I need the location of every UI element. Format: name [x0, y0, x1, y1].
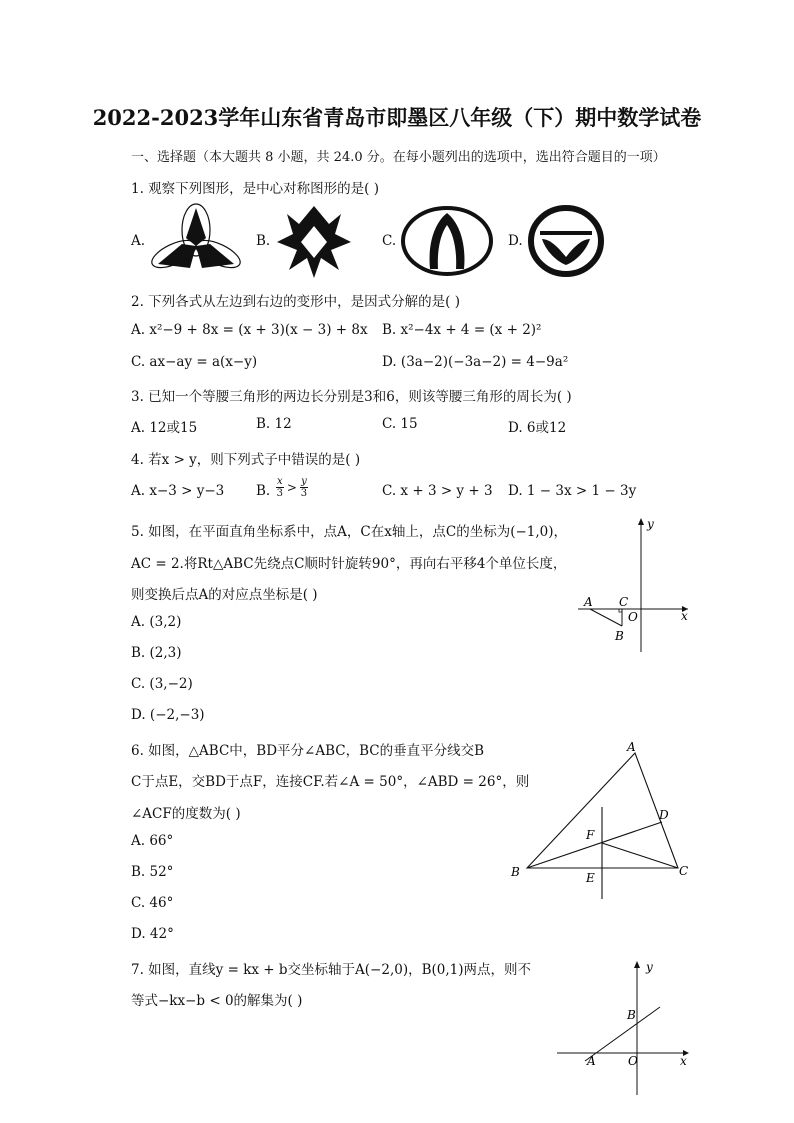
q6-label-e: E	[586, 871, 595, 885]
q6-line-1: 6. 如图，△ABC中，BD平分∠ABC，BC的垂直平分线交B	[131, 743, 485, 759]
q6-option-c: C. 46°	[131, 895, 174, 911]
q5-line-3: 则变换后点A的对应点坐标是( )	[131, 587, 318, 603]
q3-option-d: D. 6或12	[508, 420, 567, 436]
q5-label-o: O	[628, 610, 638, 624]
q5-option-c: C. (3,−2)	[131, 676, 193, 692]
q3-option-b: B. 12	[256, 416, 292, 432]
q6-label-c: C	[679, 864, 689, 878]
q6-option-a: A. 66°	[131, 833, 174, 849]
q1-figure-c-icon	[400, 205, 494, 277]
q4-option-b-fraction: $\frac{x}{3}$ > $\frac{y}{3}$	[276, 476, 308, 499]
q6-segment-cf	[602, 843, 678, 868]
q2-stem: 2. 下列各式从左边到右边的变形中，是因式分解的是( )	[131, 294, 460, 310]
q4-option-d: D. 1 − 3x > 1 − 3y	[508, 483, 637, 499]
q1-figure-b-icon	[275, 204, 353, 280]
q4-stem: 4. 若x > y，则下列式子中错误的是( )	[131, 452, 361, 468]
q2-option-b: B. x²−4x + 4 = (x + 2)²	[382, 322, 542, 338]
q7-label-x: x	[680, 1054, 687, 1068]
q7-coordinate-figure	[555, 957, 695, 1097]
q5-label-y: y	[647, 517, 654, 531]
q1-stem: 1. 观察下列图形，是中心对称图形的是( )	[131, 181, 379, 197]
q7-line-2: 等式−kx−b < 0的解集为( )	[131, 993, 303, 1009]
q7-label-a: A	[587, 1054, 596, 1068]
q5-line-1: 5. 如图，在平面直角坐标系中，点A，C在x轴上，点C的坐标为(−1,0)，	[131, 524, 568, 540]
q7-label-o: O	[628, 1054, 638, 1068]
q6-label-d: D	[659, 808, 669, 822]
q4-option-b: B.	[256, 483, 271, 499]
q6-label-f: F	[586, 828, 595, 842]
q3-stem: 3. 已知一个等腰三角形的两边长分别是3和6，则该等腰三角形的周长为( )	[131, 389, 572, 405]
q5-line-2: AC = 2.将Rt△ABC先绕点C顺时针旋转90°，再向右平移4个单位长度，	[131, 556, 567, 572]
q1-option-a: A.	[131, 233, 146, 249]
q7-label-b: B	[627, 1008, 636, 1022]
q1-option-d: D.	[508, 233, 523, 249]
q5-label-c: C	[619, 595, 629, 609]
q5-option-a: A. (3,2)	[131, 614, 182, 630]
q6-triangle-figure	[505, 735, 700, 905]
q6-option-b: B. 52°	[131, 864, 174, 880]
q6-label-a: A	[627, 740, 636, 754]
q7-label-y: y	[646, 960, 653, 974]
q1-figure-d-icon	[528, 205, 604, 277]
q3-option-c: C. 15	[382, 416, 418, 432]
q2-option-d: D. (3a−2)(−3a−2) = 4−9a²	[382, 354, 569, 370]
q2-option-a: A. x²−9 + 8x = (x + 3)(x − 3) + 8x	[131, 322, 368, 338]
q6-segment-bd	[527, 822, 662, 868]
section-heading: 一、选择题（本大题共 8 小题，共 24.0 分。在每小题列出的选项中，选出符合题目的一项）	[131, 150, 666, 165]
q1-figure-a-icon	[150, 202, 242, 278]
page-title: 2022-2023学年山东省青岛市即墨区八年级（下）期中数学试卷	[92, 105, 702, 130]
q5-option-b: B. (2,3)	[131, 645, 182, 661]
q4-option-c: C. x + 3 > y + 3	[382, 483, 493, 499]
q6-line-3: ∠ACF的度数为( )	[131, 806, 241, 822]
q5-option-d: D. (−2,−3)	[131, 707, 205, 723]
q1-option-b: B.	[256, 233, 271, 249]
q5-coordinate-figure	[570, 512, 695, 654]
q5-label-b: B	[615, 629, 624, 643]
q6-label-b: B	[511, 865, 520, 879]
q4-option-a: A. x−3 > y−3	[131, 483, 225, 499]
q5-label-x: x	[681, 609, 688, 623]
q3-option-a: A. 12或15	[131, 420, 198, 436]
q7-line-1: 7. 如图，直线y = kx + b交坐标轴于A(−2,0)，B(0,1)两点，则不	[131, 962, 532, 978]
q5-label-a: A	[584, 595, 593, 609]
q1-option-c: C.	[382, 233, 397, 249]
q2-option-c: C. ax−ay = a(x−y)	[131, 354, 258, 370]
q6-option-d: D. 42°	[131, 926, 174, 942]
q6-line-2: C于点E，交BD于点F，连接CF.若∠A = 50°，∠ABD = 26°，则	[131, 774, 530, 790]
q5-segment-ab	[590, 609, 622, 626]
